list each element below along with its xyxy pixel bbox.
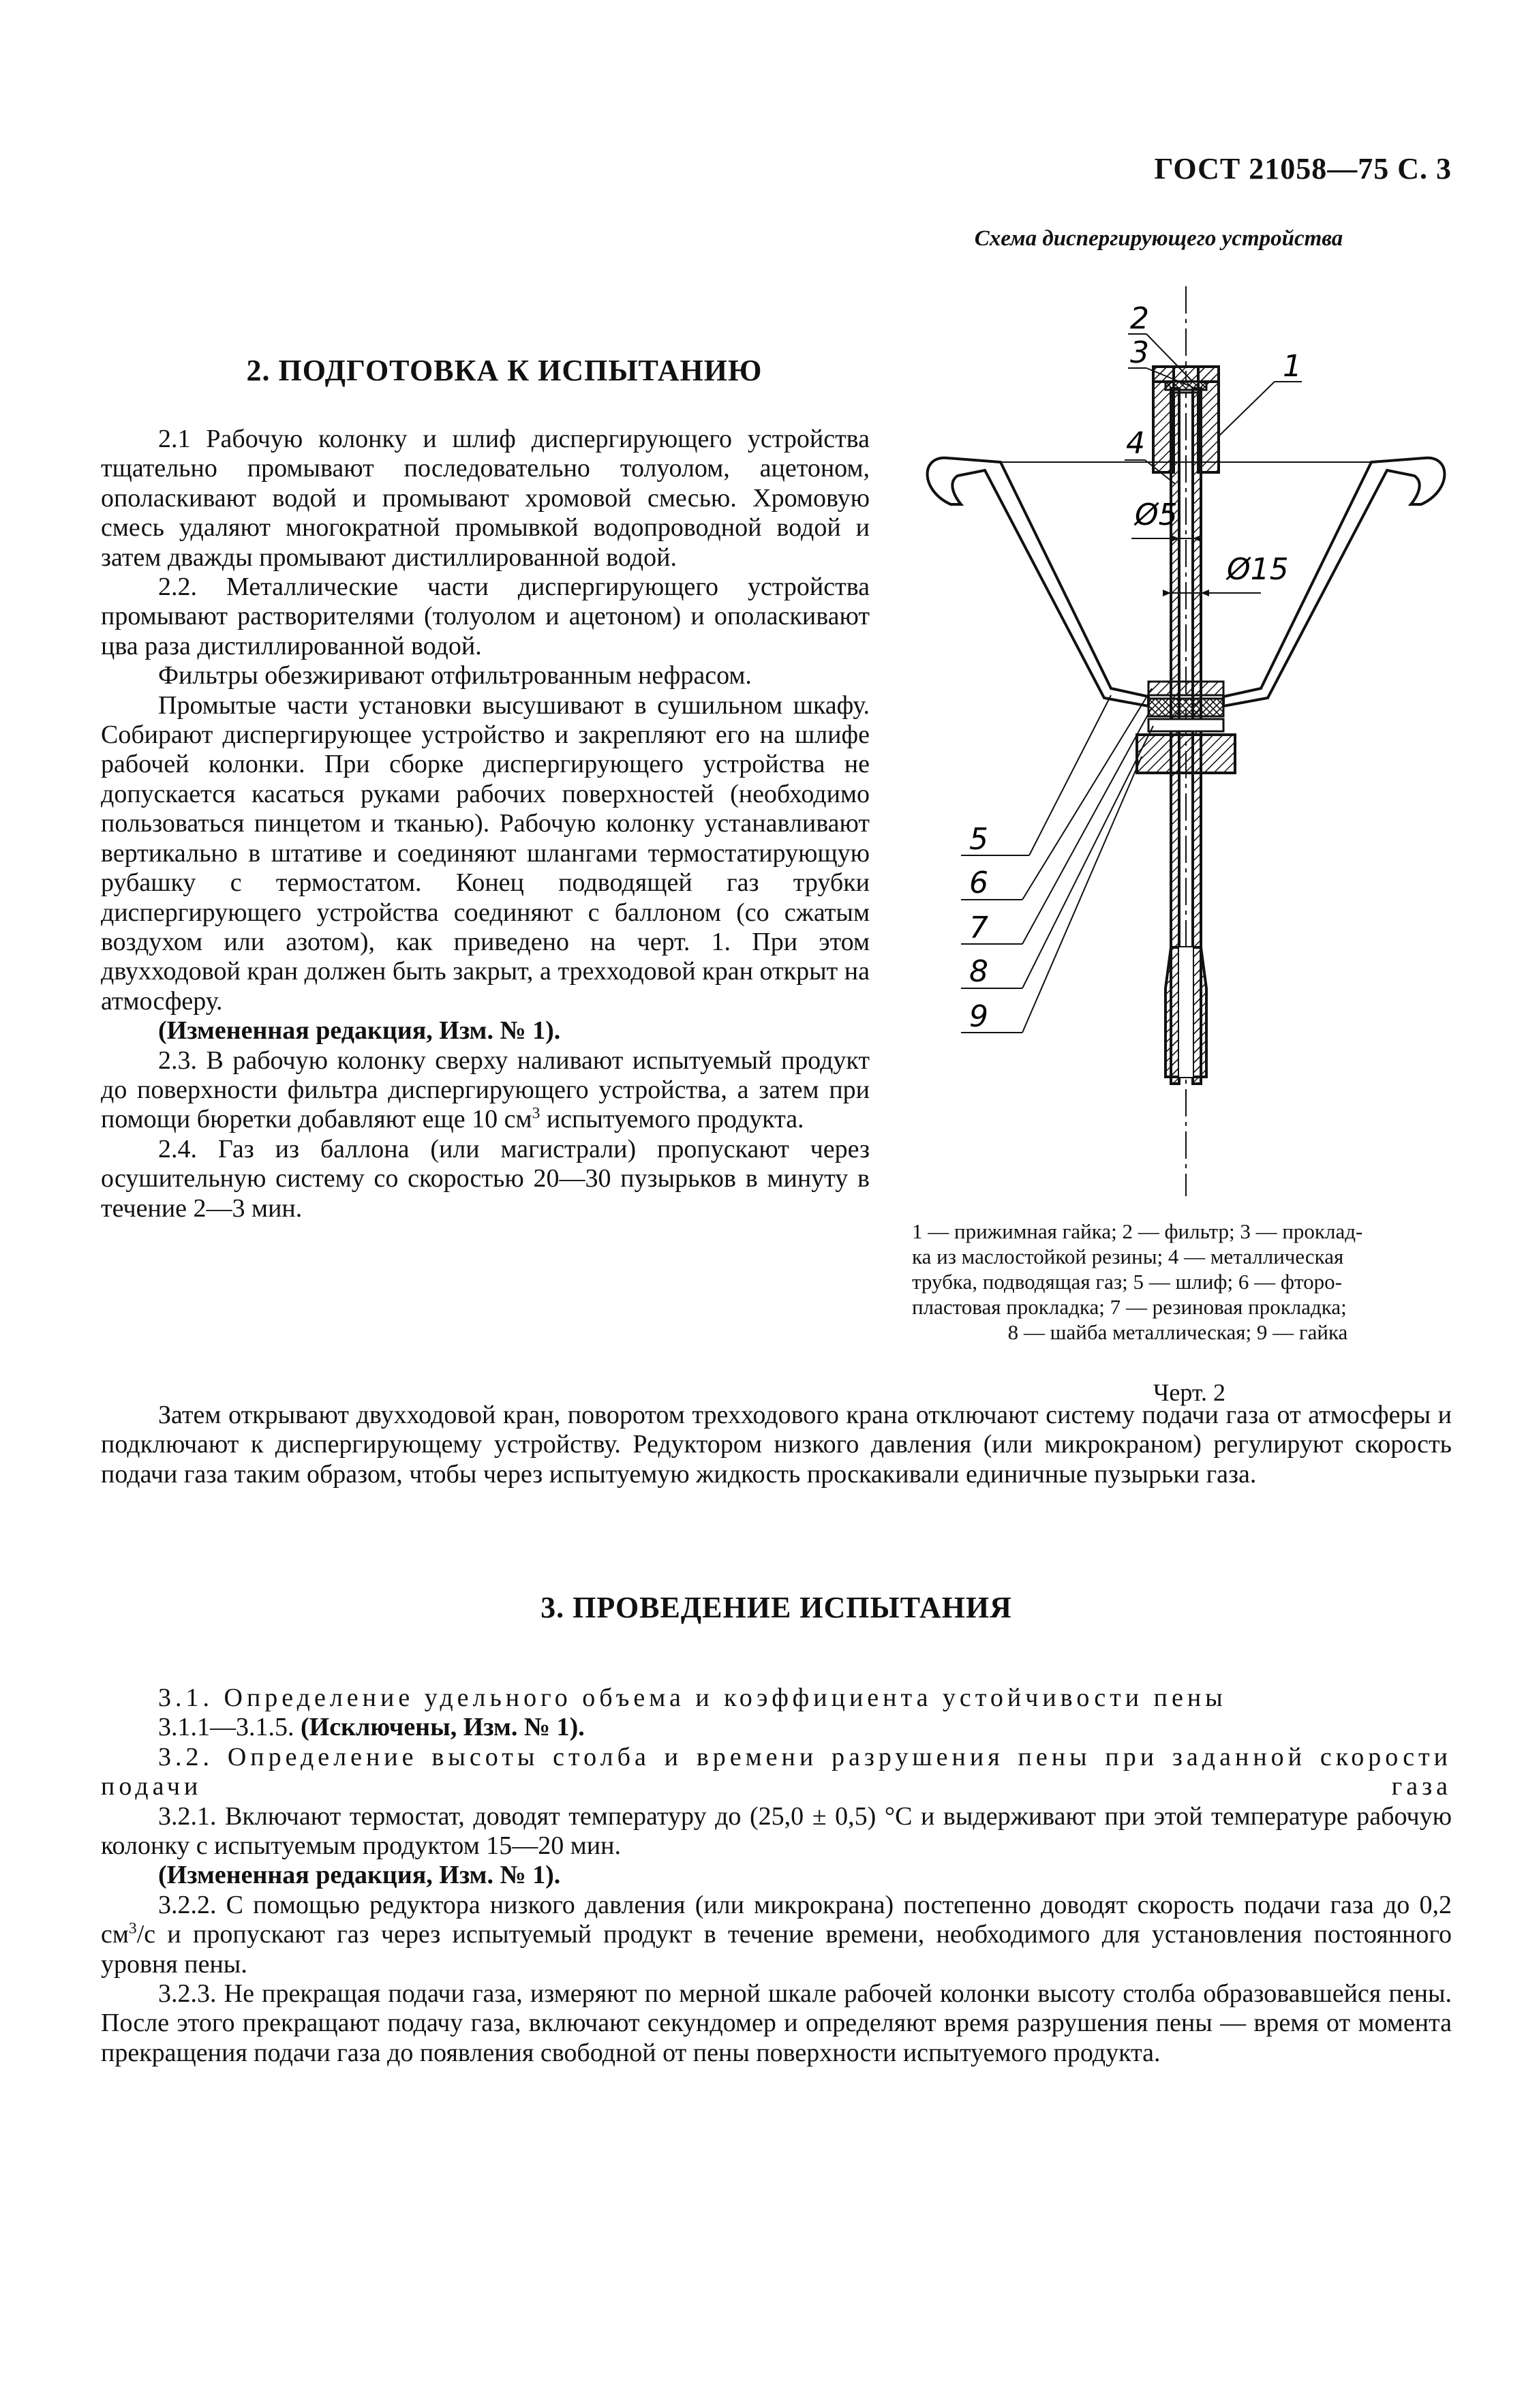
paragraph-2-1: 2.1 Рабочую колонку и шлиф диспергирующего устройства тщательно промывают последовательно толуолом, ацетоном, ополаскивают водой и промывают хромовой смесью. Хромовую смесь удаляют многократной промывкой водопроводной водой и затем дважды промывают дистиллированной водой. [101, 425, 870, 572]
subsection-3-1-1 [101, 1713, 1452, 1742]
dim-outer-label: Ø15 [1227, 552, 1289, 587]
superscript: 3 [532, 1104, 540, 1123]
leader-1 [1219, 382, 1275, 436]
tube-bore-tip [1179, 947, 1193, 1077]
funnel-body [928, 458, 1148, 706]
ptfe-gasket [1148, 682, 1223, 695]
paragraph-3-2-1: 3.2.1. Включают термостат, доводят температуру до (25,0 ± 0,5) °С и выдерживают при этой температуре рабочую колонку с испытуемым продуктом 15—20 мин. [101, 1801, 1452, 1861]
callout-7: 7 [969, 911, 988, 945]
leader-6d [1022, 688, 1152, 900]
paragraph-3-2-3: 3.2.3. Не прекращая подачи газа, измеряют по мерной шкале рабочей колонки высоту столба образовавшейся пены. После этого прекращают подачу газа, включают секундомер и определяют время разрушения пены — время от момента прекращения подачи газа до появления свободной от пены поверхности испытуемого продукта. [101, 1979, 1452, 2067]
page-header: ГОСТ 21058—75 С. 3 [1154, 152, 1452, 185]
continuation-paragraph [101, 1401, 1452, 1489]
caption-line: ка из маслостойкой резины; 4 — металлическая [912, 1245, 1344, 1268]
paragraph-2-3-tail: испытуемого продукта. [540, 1105, 804, 1134]
metal-washer [1148, 719, 1223, 731]
callout-5: 5 [969, 822, 988, 857]
amendment-note-2: (Измененная редакция, Изм. № 1). [158, 1861, 561, 1890]
item-ref: 3.1.1—3.1.5. [158, 1713, 301, 1742]
paragraph-3-2-2-tail: /с и пропускают газ через испытуемый продукт в течение времени, необходимого для установления постоянного уровня пены. [101, 1920, 1452, 1979]
section-3-title: 3. ПРОВЕДЕНИЕ ИСПЫТАНИЯ [540, 1591, 1012, 1624]
section-2-column [101, 425, 870, 1223]
leader-9d [1022, 757, 1142, 1033]
subsection-3-1-heading: 3.1. Определение удельного объема и коэффициента устойчивости пены [158, 1683, 1227, 1712]
paragraph-2-2: 2.2. Металлические части диспергирующего устройства промывают растворителями (толуолом и ацетоном) и ополаскивают цва раза дистиллированной водой. [101, 573, 870, 660]
callout-3: 3 [1130, 335, 1149, 370]
dispersing-device-drawing [906, 279, 1452, 1206]
rubber-gasket [1148, 699, 1223, 716]
item-excluded: (Исключены, Изм. № 1). [301, 1713, 585, 1742]
figure-title: Схема диспергирующего устройства [974, 226, 1343, 251]
nut [1137, 735, 1235, 773]
paragraph-2-3-text: 2.3. В рабочую колонку сверху наливают испытуемый продукт до поверхности фильтра диспергирующего устройства, а затем при помощи бюретки добавляют еще 10 см [101, 1046, 870, 1134]
callout-8: 8 [969, 954, 988, 989]
leader-8d [1022, 726, 1153, 988]
paragraph-2-4: 2.4. Газ из баллона (или магистрали) пропускают через осушительную систему со скоростью 20—30 пузырьков в минуту в течение 2—3 мин. [101, 1134, 870, 1223]
paragraph-2-3 [101, 1046, 870, 1135]
figure-caption [912, 1219, 1444, 1345]
subsection-3-2-heading: 3.2. Определение высоты столба и времени разрушения пены при заданной скорости подачи газа [101, 1742, 1452, 1801]
superscript: 3 [128, 1919, 137, 1938]
figure-label: Черт. 2 [1153, 1379, 1225, 1406]
paragraph-3-2-2 [101, 1891, 1452, 1979]
section-3-body [101, 1683, 1452, 2068]
section-2-title: 2. ПОДГОТОВКА К ИСПЫТАНИЮ [246, 354, 763, 387]
dim-inner-label: Ø5 [1135, 498, 1178, 532]
callout-4: 4 [1126, 426, 1145, 461]
callout-1: 1 [1283, 349, 1302, 384]
paragraph-3-2-2-text: 3.2.2. С помощью редуктора низкого давления (или микрокрана) постепенно доводят скорость подачи газа до 0,2 см [101, 1890, 1452, 1949]
callout-6: 6 [969, 866, 988, 900]
callout-9: 9 [969, 999, 988, 1034]
caption-line: пластовая прокладка; 7 — резиновая прокладка; [912, 1295, 1347, 1319]
paragraph-filters: Фильтры обезжиривают отфильтрованным нефрасом. [158, 661, 752, 690]
caption-line: трубка, подводящая газ; 5 — шлиф; 6 — фторо- [912, 1270, 1342, 1294]
caption-line: 1 — прижимная гайка; 2 — фильтр; 3 — проклад- [912, 1219, 1363, 1243]
amendment-note: (Измененная редакция, Изм. № 1). [158, 1016, 561, 1046]
paragraph-valve: Затем открывают двухходовой кран, поворотом трехходового крана отключают систему подачи газа от атмосферы и подключают к диспергирующему устройству. Редуктором низкого давления (или микрокраном) регулируют скорость подачи газа таким образом, чтобы через испытуемую жидкость проскакивали единичные пузырьки газа. [101, 1401, 1452, 1489]
paragraph-assembly: Промытые части установки высушивают в сушильном шкафу. Собирают диспергирующее устройство и закрепляют его на шлифе рабочей колонки. При сборке диспергирующего устройства не допускается касаться руками рабочих поверхностей (необходимо пользоваться пинцетом и тканью). Рабочую колонку устанавливают вертикально в штативе и соединяют шлангами термостатирующую рубашку с термостатом. Конец подводящей газ трубки диспергирующего устройства соединяют с баллоном (со сжатым воздухом или азотом), как приведено на черт. 1. При этом двухходовой кран должен быть закрыт, а трехходовой кран открыт на атмосферу. [101, 690, 870, 1016]
callout-2: 2 [1130, 301, 1149, 336]
caption-line: 8 — шайба металлическая; 9 — гайка [1007, 1320, 1348, 1344]
